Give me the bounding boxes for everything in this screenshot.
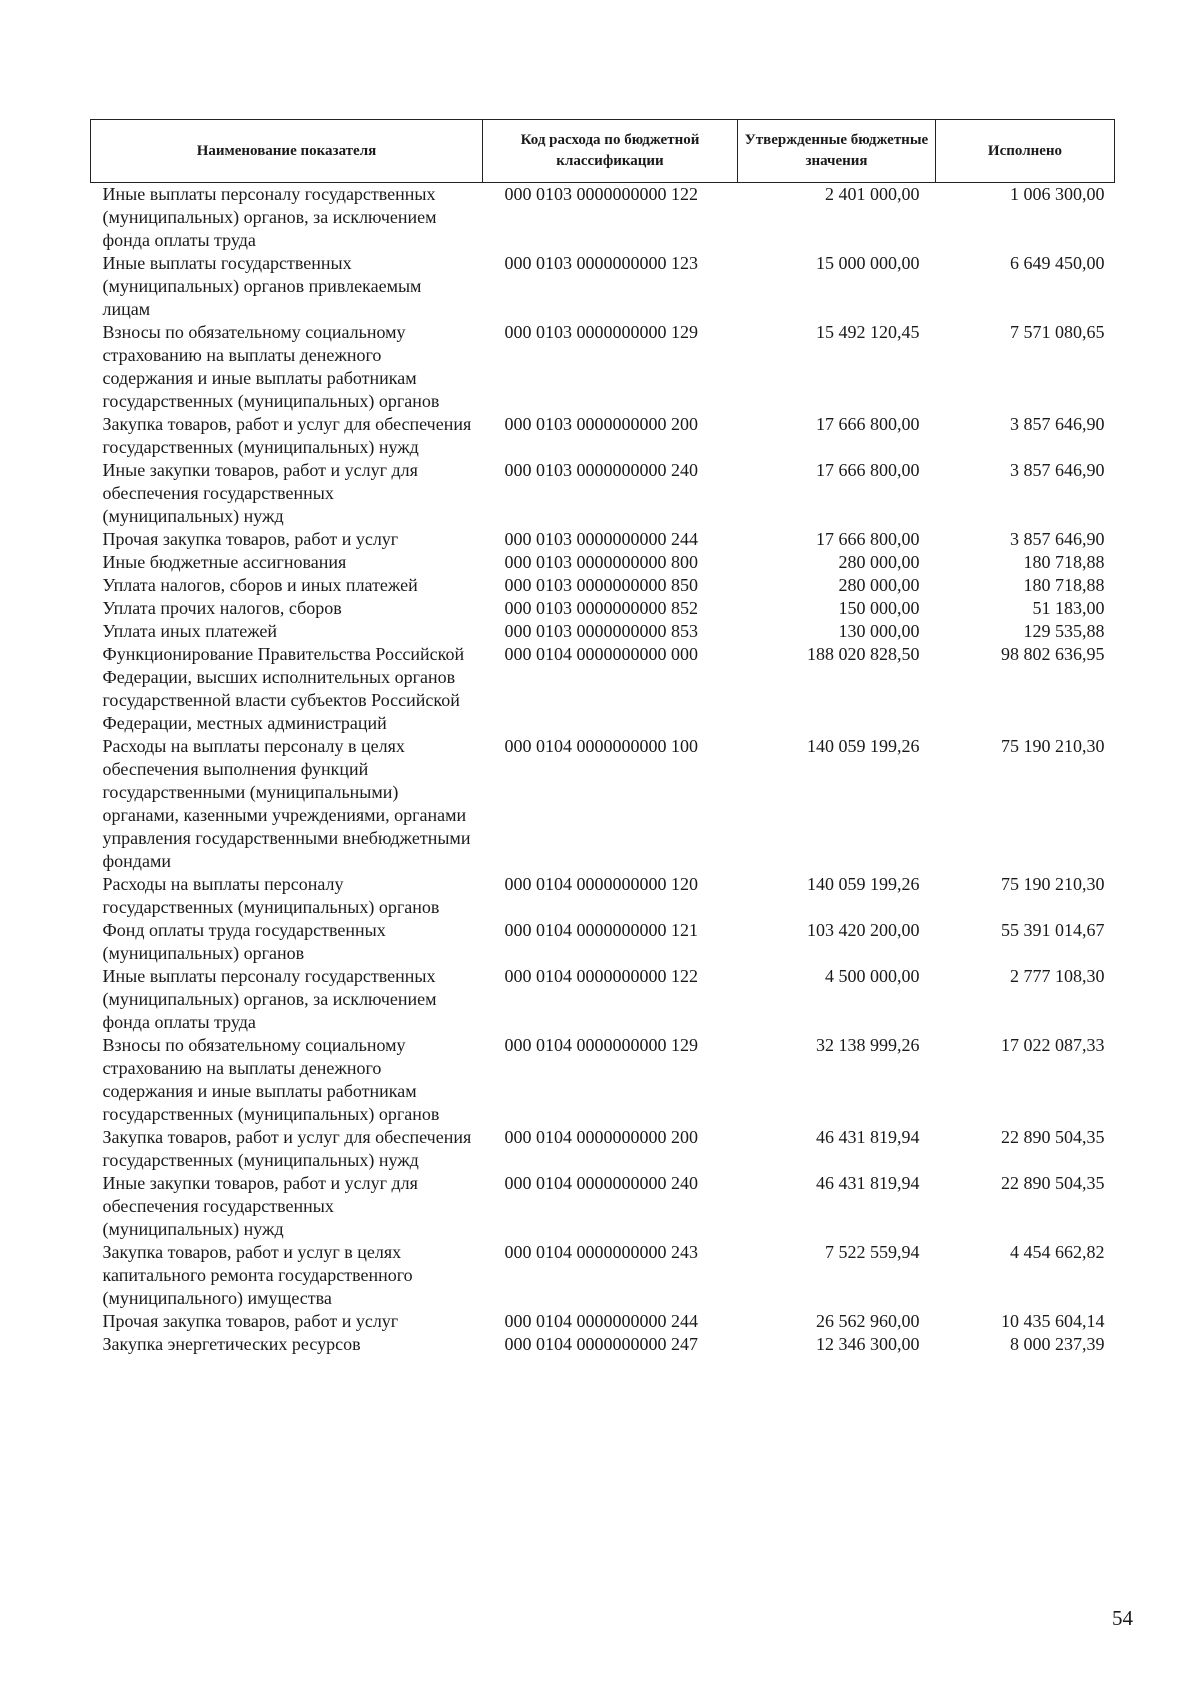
row-name: Иные выплаты государственных (муниципальных) органов привлекаемым лицам [102,253,422,319]
row-executed: 75 190 210,30 [1001,874,1105,894]
row-approved: 32 138 999,26 [816,1035,920,1055]
header-name: Наименование показателя [91,120,483,183]
row-code: 000 0104 0000000000 200 [504,1127,698,1147]
row-name: Уплата налогов, сборов и иных платежей [102,575,418,595]
table-row [91,919,1115,965]
row-executed: 1 006 300,00 [1010,184,1105,204]
row-name: Закупка энергетических ресурсов [102,1334,361,1354]
header-code: Код расхода по бюджетной классификации [483,120,738,183]
row-name: Взносы по обязательному социальному страхованию на выплаты денежного содержания и иные выплаты работникам государственных (муниципальных) органов [102,322,440,411]
row-name: Иные выплаты персоналу государственных (муниципальных) органов, за исключением фонда оплаты труда [102,966,437,1032]
row-code: 000 0103 0000000000 129 [504,322,698,342]
row-code: 000 0104 0000000000 121 [504,920,698,940]
table-row [91,1241,1115,1310]
row-code: 000 0103 0000000000 244 [504,529,698,549]
row-executed: 180 718,88 [1023,575,1105,595]
row-approved: 280 000,00 [838,552,920,572]
row-code: 000 0103 0000000000 852 [504,598,698,618]
row-executed: 98 802 636,95 [1001,644,1105,664]
row-approved: 12 346 300,00 [816,1334,920,1354]
row-executed: 129 535,88 [1023,621,1105,641]
table-row [91,597,1115,620]
row-executed: 22 890 504,35 [1001,1173,1105,1193]
row-executed: 55 391 014,67 [1001,920,1105,940]
row-name: Закупка товаров, работ и услуг для обеспечения государственных (муниципальных) нужд [102,1127,472,1170]
table-row [91,1034,1115,1126]
row-approved: 26 562 960,00 [816,1311,920,1331]
table-row [91,643,1115,735]
table-row [91,620,1115,643]
row-approved: 150 000,00 [838,598,920,618]
row-code: 000 0103 0000000000 200 [504,414,698,434]
row-code: 000 0103 0000000000 800 [504,552,698,572]
row-executed: 3 857 646,90 [1010,414,1105,434]
row-approved: 140 059 199,26 [807,874,920,894]
table-row [91,551,1115,574]
row-name: Фонд оплаты труда государственных (муниципальных) органов [102,920,386,963]
row-approved: 46 431 819,94 [816,1173,920,1193]
row-executed: 3 857 646,90 [1010,460,1105,480]
row-executed: 17 022 087,33 [1001,1035,1105,1055]
table-row [91,735,1115,873]
table-row [91,1333,1115,1356]
row-code: 000 0103 0000000000 122 [504,184,698,204]
table-row [91,574,1115,597]
row-code: 000 0104 0000000000 247 [504,1334,698,1354]
row-name: Уплата прочих налогов, сборов [102,598,342,618]
row-name: Уплата иных платежей [102,621,278,641]
row-executed: 8 000 237,39 [1010,1334,1105,1354]
budget-execution-table [90,119,1115,1356]
row-approved: 188 020 828,50 [807,644,920,664]
row-approved: 4 500 000,00 [825,966,920,986]
row-executed: 6 649 450,00 [1010,253,1105,273]
row-name: Расходы на выплаты персоналу государственных (муниципальных) органов [102,874,440,917]
table-row [91,1126,1115,1172]
table-row [91,1172,1115,1241]
table-row [91,459,1115,528]
row-code: 000 0104 0000000000 244 [504,1311,698,1331]
row-code: 000 0103 0000000000 240 [504,460,698,480]
row-code: 000 0104 0000000000 240 [504,1173,698,1193]
row-code: 000 0103 0000000000 850 [504,575,698,595]
row-approved: 17 666 800,00 [816,460,920,480]
row-approved: 103 420 200,00 [807,920,920,940]
row-approved: 2 401 000,00 [825,184,920,204]
header-approved: Утвержденные бюджетные значения [738,120,936,183]
row-code: 000 0104 0000000000 129 [504,1035,698,1055]
row-name: Расходы на выплаты персоналу в целях обеспечения выполнения функций государственными (муниципальными) органами, казенными учреждениями, органами управления государственными внебюджетными фондами [102,736,471,871]
table-row [91,1310,1115,1333]
row-executed: 4 454 662,82 [1010,1242,1105,1262]
row-executed: 51 183,00 [1032,598,1105,618]
row-approved: 17 666 800,00 [816,414,920,434]
row-approved: 15 492 120,45 [816,322,920,342]
table-body [91,183,1115,1357]
table-row [91,413,1115,459]
row-approved: 140 059 199,26 [807,736,920,756]
row-approved: 15 000 000,00 [816,253,920,273]
table-row [91,252,1115,321]
row-code: 000 0104 0000000000 120 [504,874,698,894]
page-number: 54 [1112,1606,1133,1630]
row-name: Прочая закупка товаров, работ и услуг [102,1311,399,1331]
table-row [91,183,1115,253]
row-name: Функционирование Правительства Российской Федерации, высших исполнительных органов государственной власти субъектов Российской Федерации, местных администраций [102,644,465,733]
table-row [91,873,1115,919]
table-row [91,965,1115,1034]
row-executed: 3 857 646,90 [1010,529,1105,549]
row-name: Иные выплаты персоналу государственных (муниципальных) органов, за исключением фонда оплаты труда [102,184,437,250]
row-executed: 22 890 504,35 [1001,1127,1105,1147]
table-header [91,120,1115,183]
row-code: 000 0103 0000000000 123 [504,253,698,273]
row-executed: 75 190 210,30 [1001,736,1105,756]
header-executed: Исполнено [936,120,1115,183]
row-approved: 46 431 819,94 [816,1127,920,1147]
row-code: 000 0104 0000000000 000 [504,644,698,664]
row-name: Прочая закупка товаров, работ и услуг [102,529,399,549]
row-code: 000 0104 0000000000 122 [504,966,698,986]
row-executed: 7 571 080,65 [1010,322,1105,342]
row-name: Взносы по обязательному социальному страхованию на выплаты денежного содержания и иные выплаты работникам государственных (муниципальных) органов [102,1035,440,1124]
row-code: 000 0104 0000000000 243 [504,1242,698,1262]
row-name: Иные закупки товаров, работ и услуг для обеспечения государственных (муниципальных) нужд [102,1173,418,1239]
table-row [91,321,1115,413]
row-name: Иные бюджетные ассигнования [102,552,347,572]
table-row [91,528,1115,551]
row-executed: 2 777 108,30 [1010,966,1105,986]
row-approved: 7 522 559,94 [825,1242,920,1262]
row-name: Закупка товаров, работ и услуг для обеспечения государственных (муниципальных) нужд [102,414,472,457]
row-executed: 180 718,88 [1023,552,1105,572]
row-name: Иные закупки товаров, работ и услуг для обеспечения государственных (муниципальных) нужд [102,460,418,526]
row-approved: 280 000,00 [838,575,920,595]
row-approved: 17 666 800,00 [816,529,920,549]
row-code: 000 0104 0000000000 100 [504,736,698,756]
row-name: Закупка товаров, работ и услуг в целях капитального ремонта государственного (муниципального) имущества [102,1242,413,1308]
row-approved: 130 000,00 [838,621,920,641]
row-executed: 10 435 604,14 [1001,1311,1105,1331]
row-code: 000 0103 0000000000 853 [504,621,698,641]
